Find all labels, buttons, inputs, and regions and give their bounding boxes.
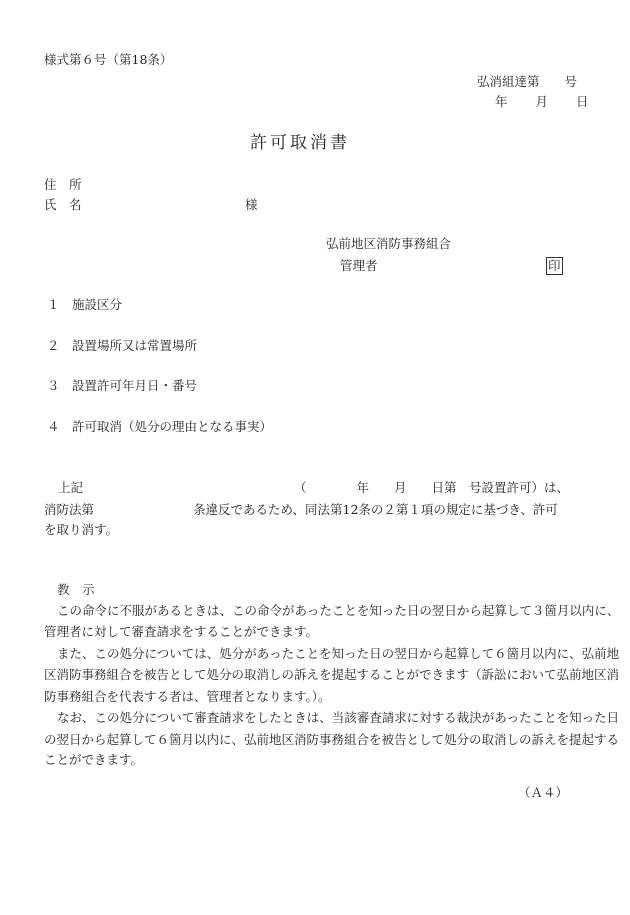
item-revocation-reason: ４ 許可取消（処分の理由となる事実） xyxy=(47,419,273,434)
body-line1-start: 上記 xyxy=(58,480,84,495)
notice-line: 管理者に対して審査請求をすることができます。 xyxy=(44,624,319,639)
issue-date: 年 月 日 xyxy=(495,94,590,109)
item-location: ２ 設置場所又は常置場所 xyxy=(47,338,198,353)
body-line1-end: （ 年 月 日第 号設置許可）は、 xyxy=(294,480,570,495)
form-number: 様式第６号（第18条） xyxy=(44,52,173,67)
notice-line: ことができます。 xyxy=(44,752,144,767)
body-line2-start: 消防法第 xyxy=(44,502,95,517)
paper-size: （Ａ４） xyxy=(518,785,569,800)
notice-heading: 教 示 xyxy=(57,582,95,597)
notice-line: 区消防事務組合を被告として処分の取消しの訴えを提起することができます（訴訟において弘前地区消 xyxy=(44,667,620,682)
issuer-organization: 弘前地区消防事務組合 xyxy=(326,236,452,251)
notice-line: また、この処分については、処分があったことを知った日の翌日から起算して６箇月以内に、弘前地 xyxy=(57,646,620,661)
honorific: 様 xyxy=(245,197,258,212)
notice-line: 防事務組合を代表する者は、管理者となります。）。 xyxy=(44,689,331,704)
body-line2-end: 条違反であるため、同法第12条の２第１項の規定に基づき、許可 xyxy=(193,502,558,517)
notice-line: なお、この処分について審査請求をしたときは、当該審査請求に対する裁決があったことを知った日 xyxy=(57,710,620,725)
seal-mark: 印 xyxy=(548,258,561,273)
issuer-role: 管理者 xyxy=(340,258,378,273)
notice-line: この命令に不服があるときは、この命令があったことを知った日の翌日から起算して３箇月以内に、 xyxy=(57,603,620,618)
address-label: 住 所 xyxy=(44,177,82,192)
item-facility-category: １ 施設区分 xyxy=(47,297,123,312)
item-permit-date-number: ３ 設置許可年月日・番号 xyxy=(47,378,198,393)
page-title: 許可取消書 xyxy=(250,133,350,153)
name-label: 氏 名 xyxy=(44,197,82,212)
notice-line: の翌日から起算して６箇月以内に、弘前地区消防事務組合を被告として処分の取消しの訴えを提起する xyxy=(44,732,620,747)
body-line3: を取り消す。 xyxy=(44,522,119,537)
document-number: 弘消組達第 号 xyxy=(477,74,578,89)
